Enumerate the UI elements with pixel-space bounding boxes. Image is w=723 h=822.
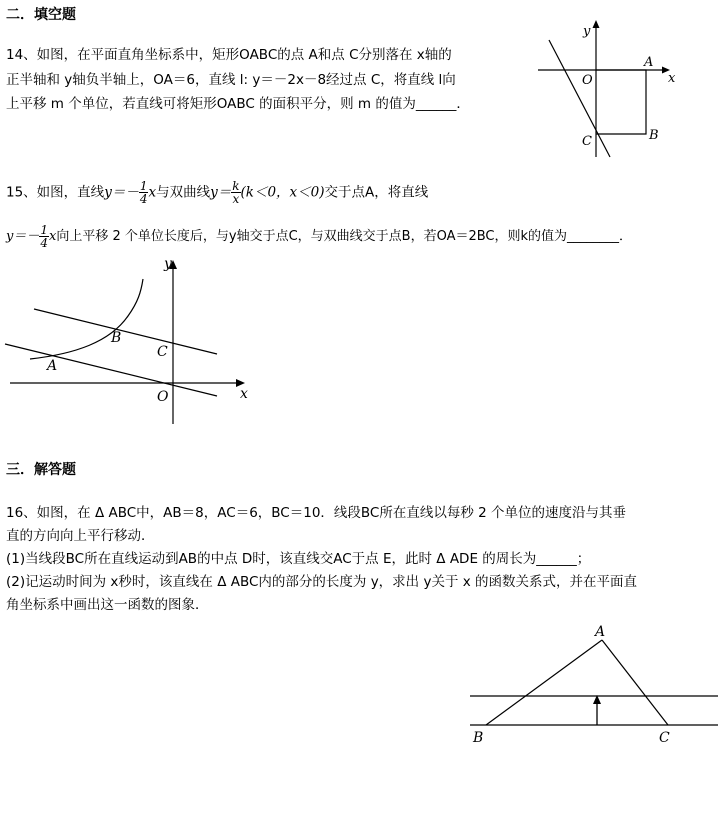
q14-label-B: B — [649, 128, 659, 143]
q15-line2-frac-num: 1 — [40, 223, 48, 237]
q15-hyper-fraction — [231, 180, 240, 205]
q15-line2-eq-y: y＝－ — [6, 229, 40, 244]
q15-line-1 — [6, 180, 428, 205]
q15-label-B: B — [111, 330, 122, 346]
q15-hyper-cond: (k＜0，x＜0) — [240, 184, 325, 201]
q15-hyper-y: y＝ — [210, 184, 232, 201]
q14-label-y: y — [583, 24, 591, 39]
q15-label-O: O — [157, 389, 169, 405]
q16-label-B: B — [473, 730, 484, 746]
q15-label-A: A — [47, 358, 58, 374]
q14-label-O: O — [582, 73, 593, 88]
q16-figure — [466, 620, 723, 750]
q14-label-x: x — [668, 71, 676, 86]
q15-frac-num: 1 — [139, 179, 148, 193]
q15-label-C: C — [157, 344, 168, 360]
q16-line-5: 角坐标系中画出这一函数的图象． — [6, 597, 209, 613]
q14-label-C: C — [582, 134, 592, 149]
q16-line-3: (1)当线段BC所在直线运动到AB的中点 D时，该直线交AC于点 E，此时 Δ ADE 的周长为______； — [6, 551, 591, 567]
q14-y-arrow — [593, 20, 600, 28]
q15-frac-den: 4 — [139, 192, 148, 206]
section-heading-fill-blank: 二．填空题 — [6, 7, 76, 23]
q16-line-2: 直的方向向上平行移动． — [6, 528, 155, 544]
q15-hyper-den: x — [232, 192, 240, 206]
q14-figure — [536, 14, 686, 160]
q15-line2-text: 向上平移 2 个单位长度后，与y轴交于点C，与双曲线交于点B，若OA＝2BC，则k的值为________． — [56, 229, 633, 244]
q15-original-line — [5, 344, 217, 396]
q14-line-2: 正半轴和 y轴负半轴上，OA＝6，直线 l: y＝－2x－8经过点 C，将直线 l向 — [6, 72, 456, 88]
q15-line2-eq-x: x — [49, 229, 57, 244]
q15-shifted-line — [34, 309, 217, 354]
q15-line2-fraction — [39, 224, 49, 249]
q14-line-3: 上平移 m 个单位，若直线可将矩形OABC 的面积平分，则 m 的值为______． — [6, 96, 470, 112]
q14-line-1: 14、如图，在平面直角坐标系中，矩形OABC的点 A和点 C分别落在 x轴的 — [6, 47, 452, 63]
q16-line-1: 16、如图，在 Δ ABC中，AB＝8，AC＝6，BC＝10．线段BC所在直线以每秒 2 个单位的速度沿与其垂 — [6, 505, 627, 521]
q15-eq-y: y＝－ — [104, 184, 139, 201]
q15-hyperbola — [30, 279, 143, 359]
q15-line2-frac-den: 4 — [40, 236, 48, 250]
q14-label-A: A — [644, 55, 654, 70]
q16-label-A: A — [595, 624, 606, 640]
q15-and-hyperbola: 与双曲线 — [156, 184, 211, 201]
q15-intro: 15、如图，直线 — [6, 184, 105, 201]
q14-rectangle — [596, 70, 646, 134]
q15-hyper-num: k — [232, 179, 240, 193]
section-heading-solve: 三．解答题 — [6, 462, 76, 478]
q16-label-C: C — [659, 730, 670, 746]
q15-intersect: 交于点A，将直线 — [324, 184, 429, 201]
q16-line-4: (2)记运动时间为 x秒时，该直线在 Δ ABC内的部分的长度为 y，求出 y关于 x 的函数关系式，并在平面直 — [6, 574, 638, 590]
q15-label-y: y — [164, 256, 172, 272]
q15-eq-x: x — [148, 184, 157, 201]
q15-line-2 — [6, 224, 632, 249]
q14-line-l — [549, 40, 610, 157]
q16-side-ab — [486, 640, 602, 725]
q16-side-ac — [602, 640, 668, 725]
q15-figure — [0, 252, 260, 430]
q15-label-x: x — [240, 386, 248, 402]
